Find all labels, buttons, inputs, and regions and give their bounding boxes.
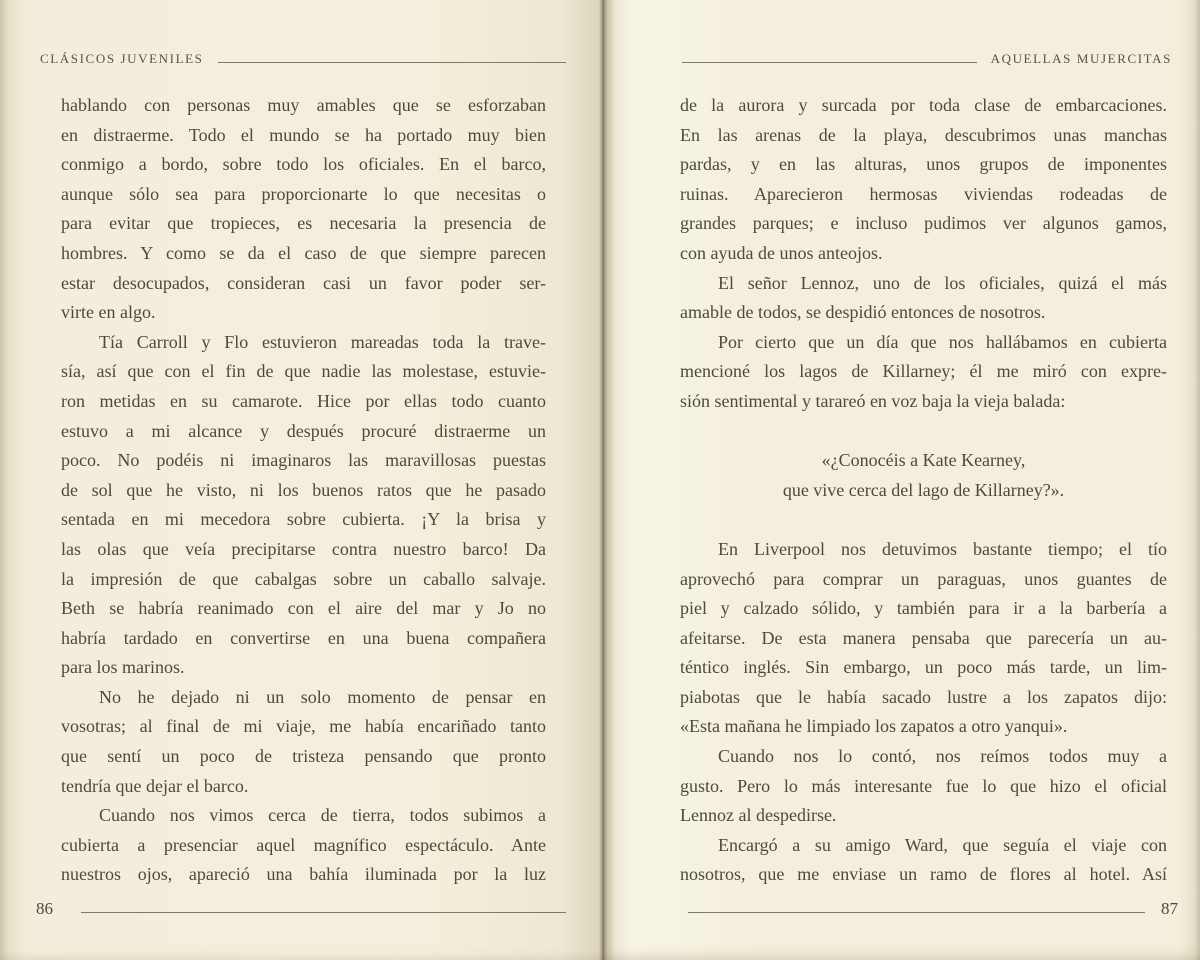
left-page-number: 86: [36, 899, 53, 918]
paragraph: [61, 328, 546, 683]
left-page-footer: [36, 894, 566, 918]
right-header-rule: [682, 62, 977, 63]
left-header-rule: [218, 62, 566, 63]
text-line: nosotros, que me enviase un ramo de flores al hotel. Así: [680, 864, 1167, 885]
text-line: mencioné los lagos de Killarney; él me miró con expre-: [680, 361, 1167, 382]
right-footer-rule: [688, 912, 1145, 913]
text-line: grandes parques; e incluso pudimos ver algunos gamos,: [680, 213, 1167, 234]
text-line: de sol que he visto, ni los buenos ratos que he pasado: [61, 479, 546, 500]
text-line: de la aurora y surcada por toda clase de embarcaciones.: [680, 95, 1167, 115]
left-footer-rule: [81, 912, 566, 913]
text-line: El señor Lennoz, uno de los oficiales, quizá el más: [718, 272, 1167, 293]
text-line: nuestros ojos, apareció una bahía iluminada por la luz: [61, 864, 546, 885]
text-line: vosotras; al final de mi viaje, me había encariñado tanto: [61, 716, 546, 737]
text-line: cubierta a presenciar aquel magnífico espectáculo. Ante: [61, 834, 546, 855]
text-line: estuvo a mi alcance y después procuré distraerme un: [61, 420, 546, 441]
text-line: que vive cerca del lago de Killarney?».: [782, 479, 1065, 500]
text-line: Cuando nos lo contó, nos reímos todos muy a: [718, 746, 1167, 767]
text-line: pardas, y en las alturas, unos grupos de imponentes: [680, 154, 1167, 175]
paragraph: [680, 831, 1167, 890]
text-line: aunque sólo sea para proporcionarte lo que necesitas o: [61, 183, 546, 204]
text-line: poco. No podéis ni imaginaros las maravillosas puestas: [61, 450, 546, 471]
right-page-footer: [688, 894, 1178, 918]
text-line: En las arenas de la playa, descubrimos unas manchas: [680, 124, 1167, 145]
text-line: sión sentimental y tarareó en voz baja la vieja balada:: [680, 390, 1066, 411]
text-line: en distraerme. Todo el mundo se ha portado muy bien: [61, 124, 546, 145]
text-line: las olas que veía precipitarse contra nuestro barco! Da: [61, 538, 546, 559]
paragraph: [680, 328, 1167, 417]
text-line: virte en algo.: [61, 302, 156, 323]
verse-paragraph: [680, 446, 1167, 505]
right-page-number: 87: [1161, 899, 1178, 918]
paragraph: [680, 269, 1167, 328]
text-line: Por cierto que un día que nos hallábamos en cubierta: [718, 331, 1167, 352]
text-line: piabotas que le había sacado lustre a los zapatos dijo:: [680, 686, 1167, 707]
text-line: hablando con personas muy amables que se esforzaban: [61, 95, 546, 115]
text-line: estar desocupados, consideran casi un favor poder ser-: [61, 272, 546, 293]
text-line: ruinas. Aparecieron hermosas viviendas rodeadas de: [680, 183, 1167, 204]
text-line: «Esta mañana he limpiado los zapatos a otro yanqui».: [680, 716, 1068, 737]
text-line: Encargó a su amigo Ward, que seguía el viaje con: [718, 834, 1167, 855]
left-running-title: CLÁSICOS JUVENILES: [40, 51, 204, 66]
text-line: Cuando nos vimos cerca de tierra, todos subimos a: [99, 805, 546, 826]
text-line: sía, así que con el fin de que nadie las molestase, estuvie-: [61, 361, 546, 382]
right-text-block: [680, 91, 1167, 890]
text-line: «¿Conocéis a Kate Kearney,: [821, 450, 1026, 471]
text-line: En Liverpool nos detuvimos bastante tiempo; el tío: [718, 538, 1167, 559]
text-line: gusto. Pero lo más interesante fue lo que hizo el oficial: [680, 775, 1167, 796]
text-line: tendría que dejar el barco.: [61, 775, 249, 796]
text-line: habría tardado en convertirse en una buena compañera: [61, 627, 546, 648]
text-line: téntico inglés. Sin embargo, un poco más tarde, un lim-: [680, 657, 1167, 678]
text-line: hombres. Y como se da el caso de que siempre parecen: [61, 242, 546, 263]
paragraph: [61, 683, 546, 801]
text-line: piel y calzado sólido, y también para ir a la barbería a: [680, 598, 1167, 619]
paragraph: [61, 801, 546, 890]
text-line: con ayuda de unos anteojos.: [680, 242, 883, 263]
text-line: sentada en mi mecedora sobre cubierta. ¡Y la brisa y: [61, 509, 546, 530]
left-text-block: [61, 91, 546, 890]
text-line: para evitar que tropieces, es necesaria la presencia de: [61, 213, 546, 234]
text-line: Beth se habría reanimado con el aire del mar y Jo no: [61, 598, 546, 619]
paragraph: [61, 91, 546, 328]
text-line: afeitarse. De esta manera pensaba que parecería un au-: [680, 627, 1167, 648]
text-line: que sentí un poco de tristeza pensando que pronto: [61, 746, 546, 767]
right-page-header: [682, 46, 1172, 66]
left-page-header: [40, 46, 566, 66]
text-line: amable de todos, se despidió entonces de nosotros.: [680, 302, 1046, 323]
text-line: No he dejado ni un solo momento de pensar en: [99, 686, 546, 707]
text-line: ron metidas en su camarote. Hice por ellas todo cuanto: [61, 390, 546, 411]
paragraph: [680, 742, 1167, 831]
text-line: Tía Carroll y Flo estuvieron mareadas toda la trave-: [99, 331, 546, 352]
paragraph: [680, 91, 1167, 269]
text-line: para los marinos.: [61, 657, 185, 678]
paragraph: [680, 535, 1167, 742]
text-line: la impresión de que cabalgas sobre un caballo salvaje.: [61, 568, 546, 589]
right-running-title: AQUELLAS MUJERCITAS: [990, 51, 1172, 66]
text-line: aprovechó para comprar un paraguas, unos guantes de: [680, 568, 1167, 589]
right-page: [604, 0, 1200, 960]
text-line: conmigo a bordo, sobre todo los oficiales. En el barco,: [61, 154, 546, 175]
text-line: Lennoz al despedirse.: [680, 805, 837, 826]
